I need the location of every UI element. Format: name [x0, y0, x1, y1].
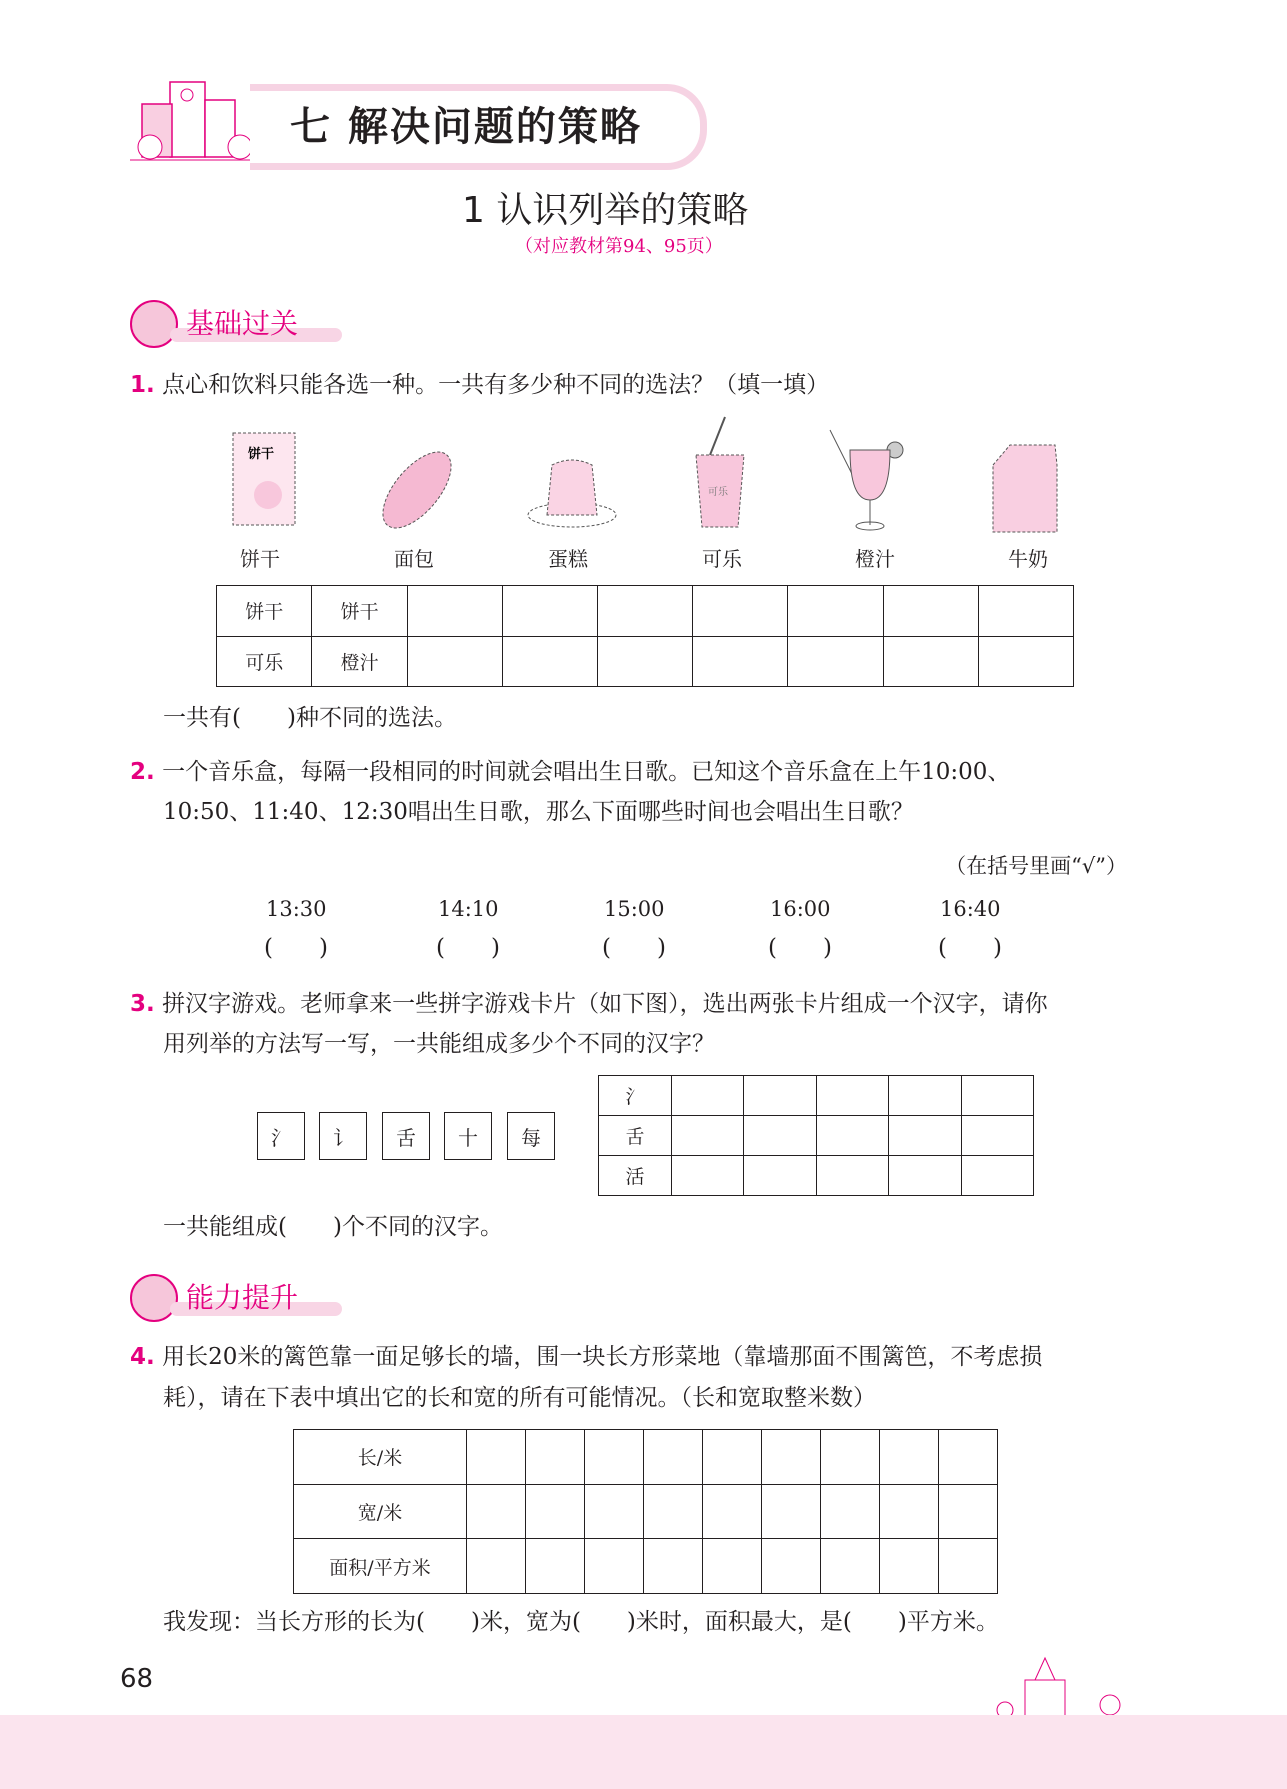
table-cell[interactable] [889, 1116, 961, 1156]
table-cell[interactable] [467, 1430, 526, 1485]
character-card: 氵 [257, 1112, 305, 1160]
table-cell[interactable] [407, 636, 502, 687]
question-number: 1. [130, 372, 155, 398]
table-cell[interactable] [961, 1076, 1033, 1116]
row-header: 氵 [599, 1076, 672, 1116]
item-label: 橙汁 [855, 547, 895, 571]
answer-bracket[interactable]: ( ) [436, 935, 500, 961]
table-cell[interactable] [880, 1539, 939, 1594]
student-avatar-icon [130, 1274, 178, 1322]
question-2-line2: 10:50、11:40、12:30唱出生日歌，那么下面哪些时间也会唱出生日歌？ [163, 799, 914, 825]
table-cell[interactable] [467, 1539, 526, 1594]
time-option: 14:10 [438, 897, 499, 921]
table-cell: 饼干 [312, 586, 407, 637]
table-cell[interactable] [585, 1484, 644, 1539]
q3-character-table [598, 1075, 1034, 1196]
row-header: 活 [599, 1156, 672, 1196]
table-cell[interactable] [672, 1156, 744, 1196]
question-4-line2: 耗），请在下表中填出它的长和宽的所有可能情况。（长和宽取整米数） [163, 1385, 876, 1411]
q3-answer[interactable]: 一共能组成( )个不同的汉字。 [163, 1214, 503, 1240]
q4-answer[interactable]: 我发现：当长方形的长为( )米，宽为( )米时，面积最大，是( )平方米。 [163, 1609, 999, 1635]
chapter-title: 七 解决问题的策略 [290, 104, 642, 150]
table-cell[interactable] [703, 1430, 762, 1485]
cake-icon [525, 450, 620, 530]
question-text: 拼汉字游戏。老师拿来一些拼字游戏卡片（如下图），选出两张卡片组成一个汉字，请你 [162, 991, 1048, 1017]
table-cell[interactable] [821, 1484, 880, 1539]
table-cell[interactable] [762, 1539, 821, 1594]
table-cell[interactable] [889, 1076, 961, 1116]
table-cell[interactable] [502, 636, 597, 687]
table-cell[interactable] [644, 1430, 703, 1485]
table-cell[interactable] [816, 1116, 888, 1156]
row-header: 长/米 [294, 1430, 467, 1485]
castle-decoration-icon [940, 1650, 1170, 1720]
item-label: 蛋糕 [548, 547, 588, 571]
lesson-title: 1 认识列举的策略 [462, 190, 749, 231]
q1-answer[interactable]: 一共有( )种不同的选法。 [163, 705, 457, 731]
table-cell[interactable] [598, 586, 693, 637]
table-cell[interactable] [502, 586, 597, 637]
q2-hint: （在括号里画“√”） [945, 854, 1127, 878]
table-cell[interactable] [788, 636, 883, 687]
section-advanced-title: 能力提升 [186, 1281, 299, 1314]
question-2 [130, 752, 1010, 792]
table-cell[interactable] [703, 1539, 762, 1594]
svg-text:饼干: 饼干 [248, 447, 275, 462]
table-cell[interactable] [961, 1156, 1033, 1196]
table-row [599, 1156, 1034, 1196]
table-cell[interactable] [672, 1116, 744, 1156]
table-cell[interactable] [880, 1484, 939, 1539]
footer-band [0, 1715, 1287, 1789]
table-cell[interactable] [961, 1116, 1033, 1156]
question-3-line2: 用列举的方法写一写，一共能组成多少个不同的汉字？ [163, 1031, 715, 1057]
table-cell[interactable] [744, 1076, 816, 1116]
table-cell: 橙汁 [312, 636, 407, 687]
table-cell[interactable] [526, 1430, 585, 1485]
item-label: 可乐 [702, 547, 742, 571]
q1-combination-table [216, 585, 1074, 687]
building-illustration-icon [130, 62, 260, 167]
biscuit-bag-icon [230, 430, 300, 530]
character-card: 十 [444, 1112, 492, 1160]
table-cell: 可乐 [217, 636, 312, 687]
cola-cup-icon [690, 415, 750, 530]
table-cell[interactable] [467, 1484, 526, 1539]
row-header: 舌 [599, 1116, 672, 1156]
table-row [599, 1116, 1034, 1156]
table-cell[interactable] [939, 1484, 998, 1539]
character-card: 每 [507, 1112, 555, 1160]
table-cell[interactable] [703, 1484, 762, 1539]
table-cell[interactable] [526, 1539, 585, 1594]
orange-juice-glass-icon [825, 420, 915, 532]
student-avatar-icon [130, 300, 178, 348]
table-cell[interactable] [762, 1484, 821, 1539]
question-1 [130, 365, 829, 405]
character-card: 舌 [382, 1112, 430, 1160]
table-row [294, 1539, 998, 1594]
table-cell[interactable] [816, 1076, 888, 1116]
page-number: 68 [120, 1664, 154, 1694]
table-cell[interactable] [585, 1430, 644, 1485]
bread-icon [370, 445, 465, 535]
table-cell[interactable] [883, 636, 978, 687]
question-number: 2. [130, 759, 155, 785]
answer-bracket[interactable]: ( ) [602, 935, 666, 961]
table-row [294, 1430, 998, 1485]
table-cell[interactable] [788, 586, 883, 637]
time-option: 15:00 [604, 897, 665, 921]
table-cell[interactable] [526, 1484, 585, 1539]
table-cell[interactable] [598, 636, 693, 687]
table-cell[interactable] [585, 1539, 644, 1594]
milk-carton-icon [985, 440, 1065, 535]
row-header: 面积/平方米 [294, 1539, 467, 1594]
time-option: 16:40 [940, 897, 1001, 921]
question-number: 4. [130, 1344, 155, 1370]
table-cell[interactable] [693, 586, 788, 637]
question-4 [130, 1337, 1042, 1377]
table-cell[interactable] [889, 1156, 961, 1196]
answer-bracket[interactable]: ( ) [938, 935, 1002, 961]
question-3 [130, 984, 1048, 1024]
table-cell[interactable] [744, 1116, 816, 1156]
question-text: 一个音乐盒，每隔一段相同的时间就会唱出生日歌。已知这个音乐盒在上午10:00、 [162, 759, 1011, 785]
table-cell[interactable] [407, 586, 502, 637]
answer-bracket[interactable]: ( ) [768, 935, 832, 961]
time-option: 16:00 [770, 897, 831, 921]
question-text: 用长20米的篱笆靠一面足够长的墙，围一块长方形菜地（靠墙那面不围篱笆，不考虑损 [162, 1344, 1043, 1370]
table-cell[interactable] [693, 636, 788, 687]
table-row [217, 636, 1074, 687]
answer-bracket[interactable]: ( ) [264, 935, 328, 961]
table-row [599, 1076, 1034, 1116]
item-label: 牛奶 [1008, 547, 1048, 571]
svg-text:可乐: 可乐 [708, 487, 728, 498]
table-cell[interactable] [821, 1539, 880, 1594]
table-cell[interactable] [880, 1430, 939, 1485]
section-basic-title: 基础过关 [186, 307, 299, 340]
table-cell: 饼干 [217, 586, 312, 637]
item-label: 饼干 [240, 547, 280, 571]
table-cell[interactable] [644, 1484, 703, 1539]
q4-dimension-table [293, 1429, 998, 1594]
textbook-reference: （对应教材第94、95页） [515, 236, 723, 257]
table-cell[interactable] [939, 1430, 998, 1485]
table-row [294, 1484, 998, 1539]
table-cell[interactable] [883, 586, 978, 637]
item-label: 面包 [394, 547, 434, 571]
table-cell[interactable] [744, 1156, 816, 1196]
row-header: 宽/米 [294, 1484, 467, 1539]
question-number: 3. [130, 991, 155, 1017]
question-text: 点心和饮料只能各选一种。一共有多少种不同的选法？（填一填） [162, 372, 830, 398]
table-cell[interactable] [978, 586, 1073, 637]
table-cell[interactable] [644, 1539, 703, 1594]
table-cell[interactable] [762, 1430, 821, 1485]
character-card: 讠 [319, 1112, 367, 1160]
table-cell[interactable] [821, 1430, 880, 1485]
time-option: 13:30 [266, 897, 327, 921]
table-cell[interactable] [939, 1539, 998, 1594]
table-cell[interactable] [978, 636, 1073, 687]
table-cell[interactable] [672, 1076, 744, 1116]
table-cell[interactable] [816, 1156, 888, 1196]
table-row [217, 586, 1074, 637]
